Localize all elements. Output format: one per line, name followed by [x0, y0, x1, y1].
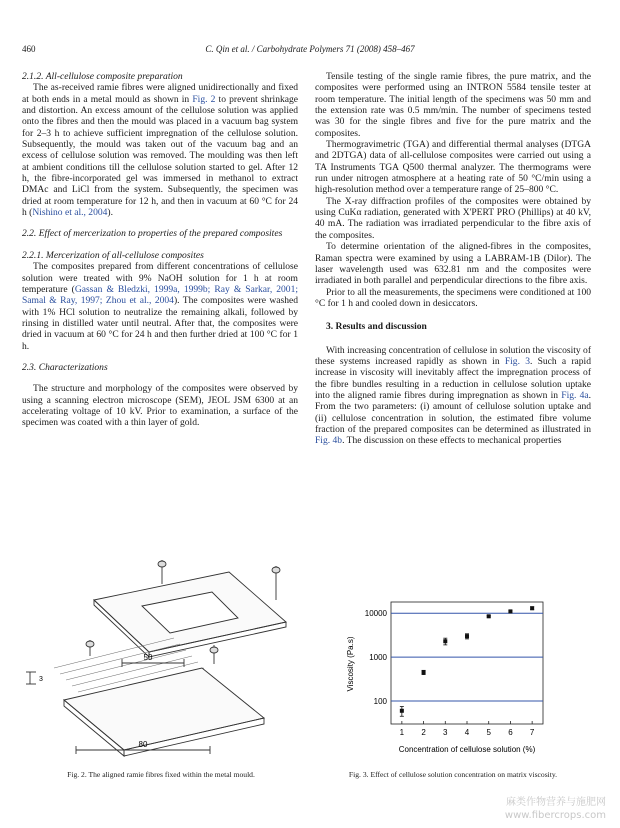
data-point [508, 609, 512, 613]
x-tick-label: 6 [508, 728, 513, 737]
watermark-line2: www.fibercrops.com [504, 810, 606, 821]
data-marker [422, 670, 426, 674]
citation-link[interactable]: Nishino et al., 2004 [32, 207, 108, 219]
paragraph-tensile: Tensile testing of the single ramie fibres, the pure matrix, and the composites were performed using an INTRON 5584 tensile tester at room temperature. The initial length of the specimens was 50 mm and the extension rate was 0.5 mm/min. The number of specimens tested was 30 for the single fibres and five for the pure matrix and the composites. [315, 71, 591, 139]
fig4a-link[interactable]: Fig. 4a [561, 389, 589, 401]
x-tick-label: 7 [529, 728, 535, 737]
watermark [505, 796, 606, 822]
section-2-3-title: 2.3. Characterizations [22, 361, 108, 373]
y-axis-label: Viscosity (Pa.s) [346, 636, 355, 692]
data-point [530, 606, 534, 610]
section-2-2-1-paragraph: The composites prepared from different concentrations of cellulose solution were treated with 9% NaOH solution for 1 h at room temperature (Gassan & Bledzki, 1999a, 1999b; Ray & Sarkar, 2001; Samal & Ray, 1997; Zhou et al., 2004). The composites were washed with 1% HCl solution to neutralize the remaining alkali, followed by rinsing in distilled water until neutral. After that, the composites were dried in vacuum at 60 °C for 24 h and then further dried at 100 °C for 1 h. [22, 261, 299, 352]
watermark-line1: 麻类作物营养与施肥网 [506, 797, 606, 808]
data-marker [443, 639, 447, 643]
paragraph-tga: Thermogravimetric (TGA) and differential thermal analyses (DTGA and 2DTGA) data of all-cellulose composites were carried out using a TA Instruments TGA Q500 thermal analyzer. The thermograms were run under nitrogen atmosphere at a heating rate of 50 °C/min using a high-resolution method over a temperature range of 25–800 °C. [315, 139, 591, 196]
paragraph-conditioning: Prior to all the measurements, the specimens were conditioned at 100 °C for 1 h and cooled down in desiccators. [315, 286, 591, 309]
data-marker [465, 634, 469, 638]
x-tick-label: 5 [486, 728, 491, 737]
fig2-caption: Fig. 2. The aligned ramie fibres fixed within the metal mould. [67, 770, 255, 779]
data-point [465, 634, 469, 639]
x-axis-label: Concentration of cellulose solution (%) [398, 745, 536, 754]
fig3-caption: Fig. 3. Effect of cellulose solution concentration on matrix viscosity. [348, 770, 558, 779]
data-marker [530, 606, 534, 610]
page-number: 460 [22, 44, 36, 54]
left-column [22, 71, 298, 429]
plot-frame [391, 602, 543, 724]
y-tick-label: 100 [373, 697, 387, 707]
dim-label-3: 3 [39, 676, 43, 683]
paragraph-raman: To determine orientation of the aligned-fibres in the composites, Raman spectra were examined by using a LABRAM-1B (Dilor). The laser wavelength used was 632.81 nm and the composites were irradiated in both parallel and perpendicular directions to the fibre axis. [315, 241, 591, 287]
y-tick-label: 1000 [369, 653, 387, 663]
data-marker [400, 709, 404, 713]
fig3-link[interactable]: Fig. 3 [504, 355, 530, 367]
right-column [315, 71, 591, 447]
data-point [422, 670, 426, 674]
section-2-1-2-paragraph: The as-received ramie fibres were aligned unidirectionally and fixed at both ends in a metal mould as shown in Fig. 2 to prevent shrinkage and distortion. An excess amount of the cellulose solution was applied onto the fibres and then the mould was placed in a vacuum bag system for 2–3 h to achieve sufficient impregnation of the cellulose solution. Subsequently, the mould was taken out of the vacuum bag and an excess of cellulose solution was removed. The moulding was then left at ambient conditions till the cellulose solution started to gel. After 12 h, the fibre-incorporated gel was immersed in methanol to extract DMAc and LiCl from the system. Subsequently, the specimen was dried at room temperature for 12 h, and then in vacuum at 60 °C for 24 h (Nishino et al., 2004). [22, 82, 298, 219]
data-marker [508, 609, 512, 613]
x-tick-label: 3 [443, 728, 448, 737]
y-tick-label: 10000 [364, 609, 387, 619]
fig3-viscosity-chart [315, 592, 591, 762]
x-tick-label: 1 [399, 728, 405, 737]
section-2-3-paragraph: The structure and morphology of the composites were observed by using a scanning electron microscope (SEM), JEOL JSM 6300 at an accelerating voltage of 10 kV. Prior to examination, a surface of the specimen was coated with a thin layer of gold. [22, 383, 298, 429]
citation-link[interactable]: Gassan & Bledzki, 1999a, 1999b; Ray & Sarkar, 2001; Samal & Ray, 1997; Zhou et al., 2004 [22, 283, 299, 307]
fig2-link[interactable]: Fig. 2 [192, 93, 216, 105]
section-3-title: 3. Results and discussion [326, 321, 427, 333]
section-3-paragraph: With increasing concentration of cellulose in solution the viscosity of these systems increased rapidly as shown in Fig. 3. Such a rapid increase in viscosity will inevitably affect the impregnation process of the fibre bundles resulting in a reduction in cellulose solution uptake into the aligned ramie fibres during impregnation as shown in Fig. 4a. From the two parameters: (i) amount of cellulose solution uptake and (ii) cellulose concentration in solution, the estimated fibre volume fraction of the prepared composites can be determined as illustrated in Fig. 4b. The discussion on these effects to mechanical properties [315, 344, 592, 447]
fig2-mould-drawing [24, 560, 300, 760]
data-point [443, 638, 447, 645]
section-2-1-2-title: 2.1.2. All-cellulose composite preparation [22, 71, 183, 82]
data-point [400, 707, 404, 717]
x-tick-label: 4 [464, 728, 470, 737]
running-header [0, 44, 620, 58]
section-2-2-title: 2.2. Effect of mercerization to properties of the prepared composites [22, 228, 283, 240]
data-marker [487, 614, 491, 618]
dim-label-50: 50 [143, 653, 153, 662]
dim-label-80: 80 [138, 740, 148, 749]
x-tick-label: 2 [421, 728, 426, 737]
data-point [487, 614, 491, 618]
paragraph-xrd: The X-ray diffraction profiles of the composites were obtained by using CuKα radiation, generated with X'PERT PRO (Phillips) at 40 kV, 40 mA. The radiation was irradiated perpendicular to the fibre axis of the composites. [315, 195, 591, 241]
journal-reference: C. Qin et al. / Carbohydrate Polymers 71 (2008) 458–467 [205, 44, 415, 54]
section-2-2-1-title: 2.2.1. Mercerization of all-cellulose composites [22, 249, 204, 261]
fig4b-link[interactable]: Fig. 4b [315, 435, 343, 447]
